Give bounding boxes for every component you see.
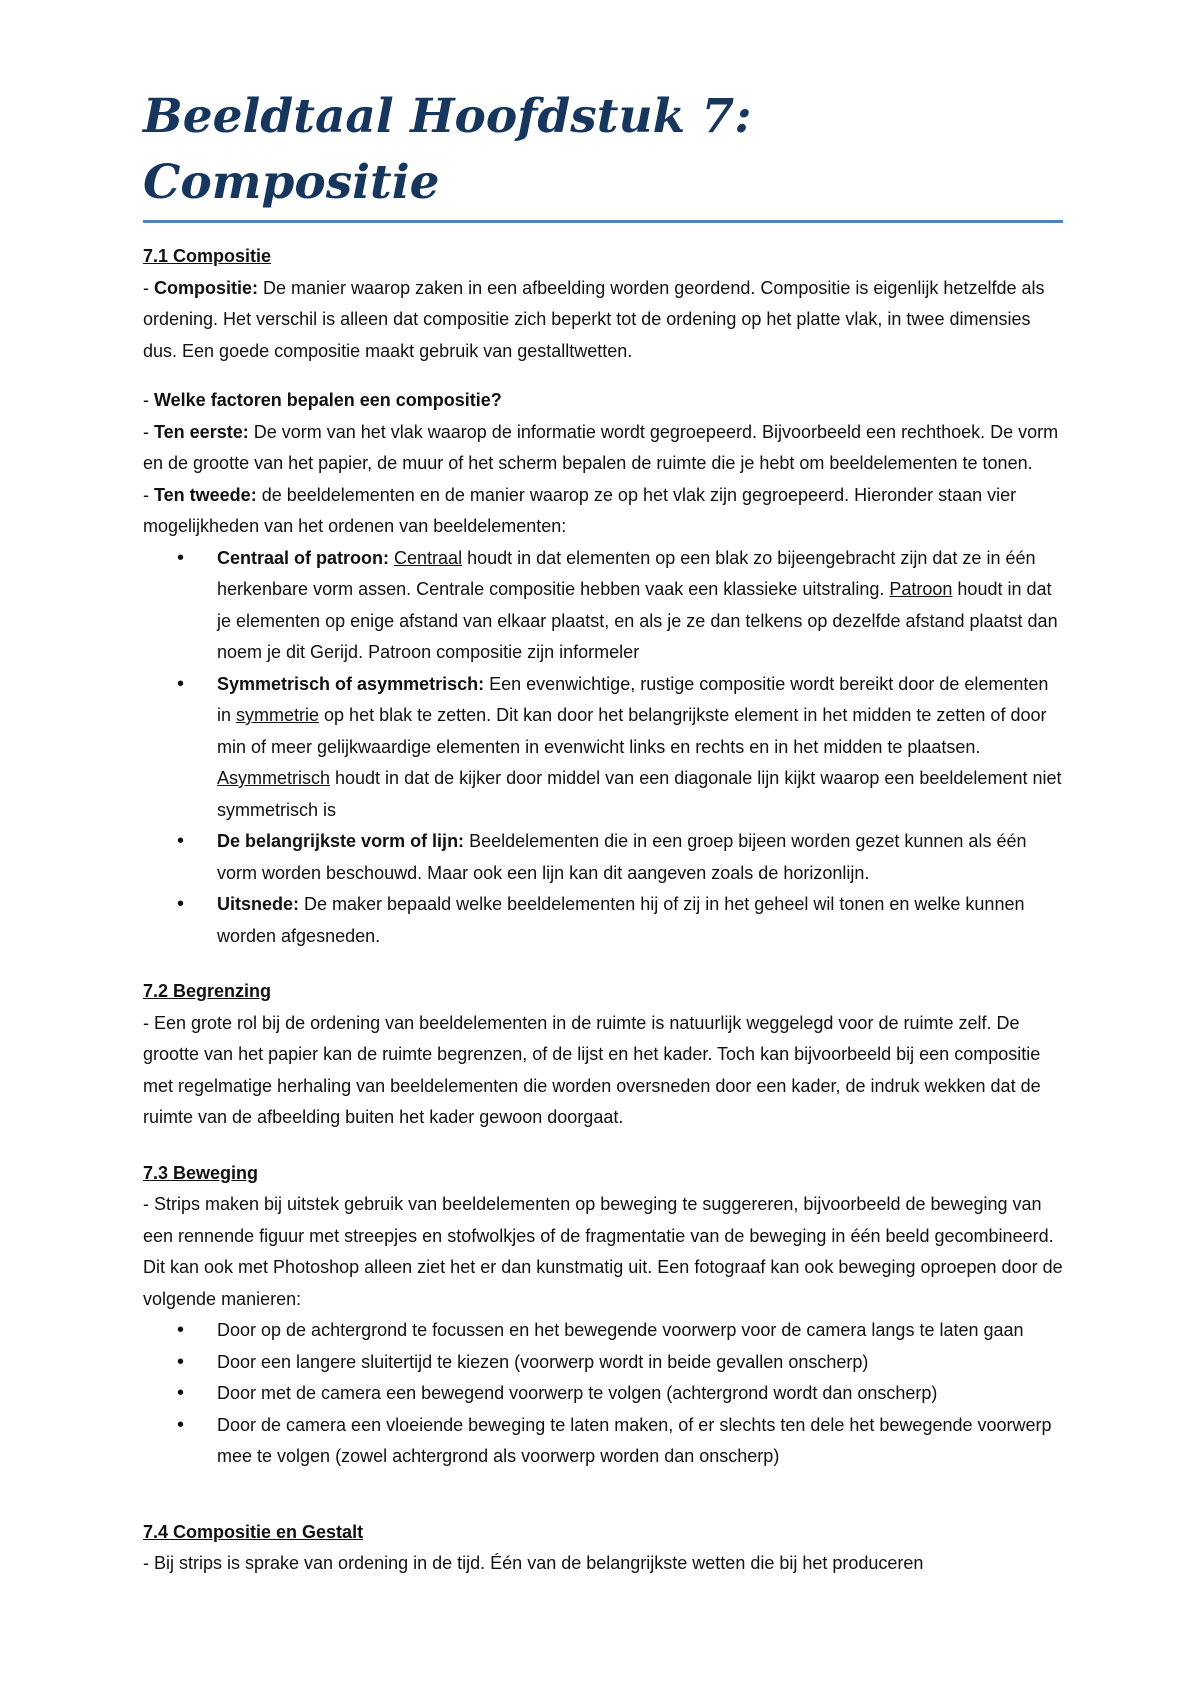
question-factors <box>143 385 1063 417</box>
paragraph-beweging: - Strips maken bij uitstek gebruik van beeldelementen op beweging te suggereren, bijvoorbeeld de beweging van een rennende figuur met streepjes en stofwolkjes of de fragmentatie van de beweging in één beeld gecombineerd. Dit kan ook met Photoshop alleen ziet het er dan kunstmatig uit. Een fotograaf kan ook beweging oproepen door de volgende manieren: <box>143 1194 1063 1309</box>
item-text: houdt in dat je elementen op enige afstand van elkaar plaatst, en als je ze dan telkens op dezelfde afstand plaatst dan noem je dit Gerijd. Patroon compositie zijn informeler <box>217 579 1058 662</box>
list-item-uitsnede <box>217 889 1063 952</box>
term-compositie: Compositie: <box>154 277 259 298</box>
list-item: • Door de camera een vloeiende beweging te laten maken, of er slechts ten dele het bewegende voorwerp mee te volgen (zowel achtergrond als voorwerp worden dan onscherp) <box>217 1410 1063 1473</box>
definition-text: De manier waarop zaken in een afbeelding worden geordend. Compositie is eigenlijk hetzelfde als ordening. Het verschil is alleen dat compositie zich beperkt tot de ordening op het platte vlak, in twee dimensies dus. Een goede compositie maakt gebruik van gestalltwetten. <box>143 277 1045 361</box>
underlined-term: Asymmetrisch <box>217 768 331 788</box>
dash: - <box>143 277 154 298</box>
paragraph-gestalt: - Bij strips is sprake van ordening in de tijd. Één van de belangrijkste wetten die bij het produceren <box>143 1553 924 1573</box>
section-heading-7-1: 7.1 Compositie <box>143 246 272 266</box>
item-term: De belangrijkste vorm of lijn: <box>217 831 465 851</box>
section-heading-7-4: 7.4 Compositie en Gestalt <box>143 1521 364 1542</box>
item-text: houdt in dat elementen op een blak zo bijeengebracht zijn dat ze in één herkenbare vorm assen. Centrale compositie hebben vaak een klassieke uitstraling. <box>217 547 1036 599</box>
list-item-symmetrisch <box>217 669 1063 827</box>
document-title: Beeldtaal Hoofdstuk 7: Compositie <box>143 84 1063 223</box>
underlined-term: Centraal <box>394 547 463 568</box>
beweging-list <box>143 1315 1063 1473</box>
item-term: Centraal of patroon: <box>217 547 390 568</box>
paragraph-compositie <box>143 273 1063 368</box>
paragraph-ten-eerste <box>143 417 1063 480</box>
list-item: • Door een langere sluitertijd te kiezen (voorwerp wordt in beide gevallen onscherp) <box>217 1347 1063 1379</box>
document-page <box>143 84 1063 1580</box>
ordening-list <box>143 543 1063 953</box>
paragraph-text: de beeldelementen en de manier waarop ze op het vlak zijn gegroepeerd. Hieronder staan vier mogelijkheden van het ordenen van beeldelementen: <box>143 484 1017 536</box>
section-heading-7-2: 7.2 Begrenzing <box>143 981 272 1001</box>
item-text: Een evenwichtige, rustige compositie wordt bereikt door de elementen in <box>217 673 1049 725</box>
term-ten-tweede: Ten tweede: <box>154 484 257 505</box>
dash: - <box>143 421 154 442</box>
paragraph-ten-tweede <box>143 480 1063 543</box>
paragraph-text: De vorm van het vlak waarop de informatie wordt gegroepeerd. Bijvoorbeeld een rechthoek. De vorm en de grootte van het papier, de muur of het scherm bepalen de ruimte die je hebt om beeldelementen te tonen. <box>143 421 1059 473</box>
list-item-vorm-of-lijn <box>217 826 1063 889</box>
paragraph-begrenzing: - Een grote rol bij de ordening van beeldelementen in de ruimte is natuurlijk weggelegd voor de ruimte zelf. De grootte van het papier kan de ruimte begrenzen, of de lijst en het kader. Toch kan bijvoorbeeld bij een compositie met regelmatige herhaling van beeldelementen die worden oversneden door een kader, de indruk wekken dat de ruimte van de afbeelding buiten het kader gewoon doorgaat. <box>143 1012 1041 1127</box>
item-term: Symmetrisch of asymmetrisch: <box>217 673 485 694</box>
item-term: Uitsnede: <box>217 894 300 914</box>
underlined-term: symmetrie <box>236 705 320 725</box>
term-ten-eerste: Ten eerste: <box>154 421 249 442</box>
item-text: houdt in dat de kijker door middel van een diagonale lijn kijkt waarop een beeldelement niet symmetrisch is <box>217 768 1062 820</box>
item-text: op het blak te zetten. Dit kan door het belangrijkste element in het midden te zetten of door min of meer gelijkwaardige elementen in evenwicht links en rechts en in het midden te plaatsen. <box>217 705 1047 757</box>
item-text: De maker bepaald welke beeldelementen hij of zij in het geheel wil tonen en welke kunnen worden afgesneden. <box>217 894 1025 946</box>
list-item: • Door met de camera een bewegend voorwerp te volgen (achtergrond wordt dan onscherp) <box>217 1378 1063 1410</box>
item-text: Beeldelementen die in een groep bijeen worden gezet kunnen als één vorm worden beschouwd. Maar ook een lijn kan dit aangeven zoals de horizonlijn. <box>217 831 1027 883</box>
question-text: Welke factoren bepalen een compositie? <box>154 390 502 410</box>
section-heading-7-3: 7.3 Beweging <box>143 1162 259 1183</box>
list-item-centraal <box>217 543 1063 669</box>
list-item: • Door op de achtergrond te focussen en het bewegende voorwerp voor de camera langs te laten gaan <box>217 1315 1063 1347</box>
dash: - <box>143 484 154 505</box>
underlined-term: Patroon <box>889 579 953 599</box>
dash: - <box>143 390 154 410</box>
